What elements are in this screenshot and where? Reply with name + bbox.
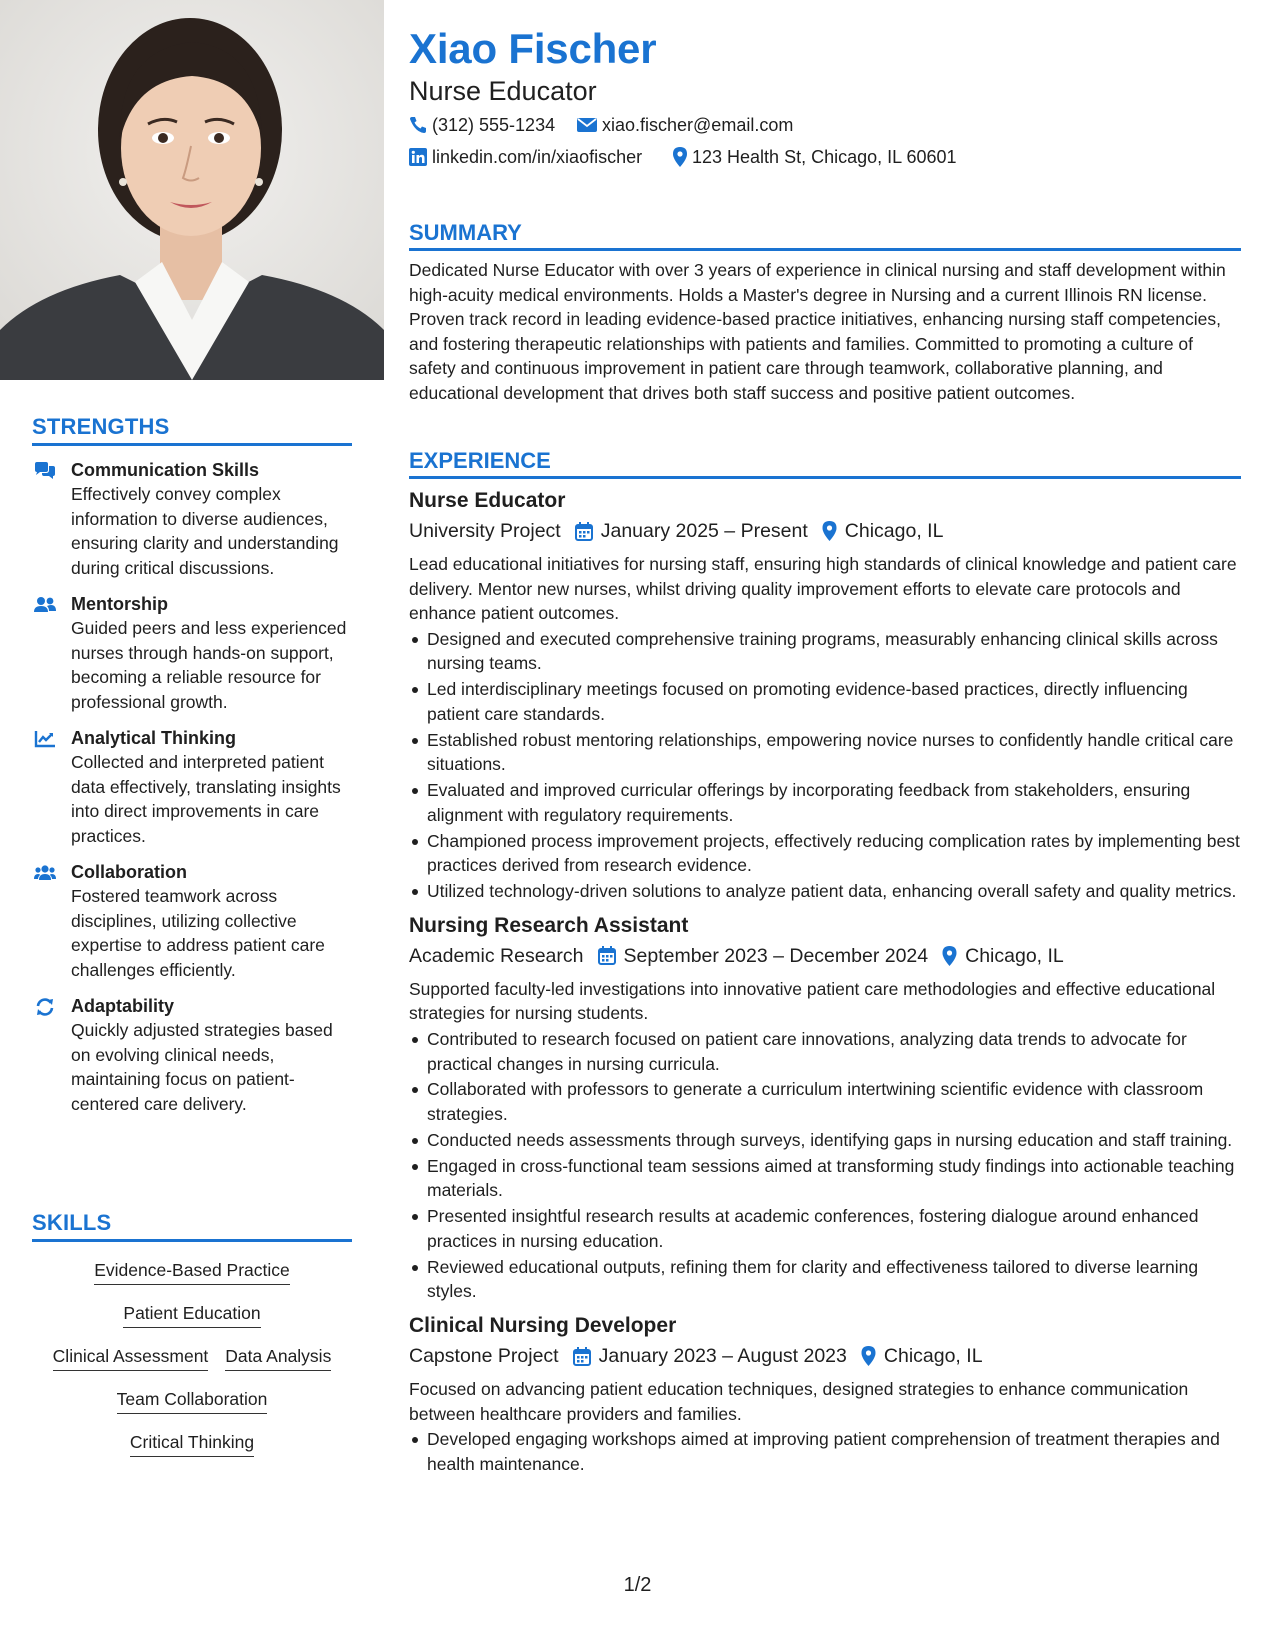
map-pin-icon xyxy=(822,521,837,541)
skill-tag: Patient Education xyxy=(123,1301,260,1328)
phone-text: (312) 555-1234 xyxy=(432,115,556,135)
job-entry xyxy=(409,487,1241,904)
summary-text: Dedicated Nurse Educator with over 3 years of experience in clinical nursing and staff development within high-acuity medical environments. Holds a Master's degree in Nursing and a current Illinois RN license. Proven track record in leading evidence-based practice initiatives, enhancing nursing staff competencies, and fostering therapeutic relationships with patients and families. Committed to promoting a culture of safety and continuous improvement in patient care through teamwork, collaborative planning, and educational development that drives both staff success and positive patient outcomes. xyxy=(409,260,1226,403)
skill-tag: Data Analysis xyxy=(225,1344,331,1371)
job-role: Nursing Research Assistant xyxy=(409,913,689,937)
skill-row xyxy=(32,1430,352,1457)
strengths-heading: STRENGTHS xyxy=(32,414,352,446)
experience-section xyxy=(409,448,1241,1478)
job-location: Chicago, IL xyxy=(844,520,944,542)
calendar-icon xyxy=(598,946,616,965)
skill-tag: Clinical Assessment xyxy=(53,1344,209,1371)
email-link[interactable]: xiao.fischer@email.com xyxy=(602,115,794,135)
job-org: University Project xyxy=(409,520,561,542)
job-dates: September 2023 – December 2024 xyxy=(623,944,929,967)
portrait-illustration xyxy=(0,0,384,380)
list-item: Established robust mentoring relationships, empowering novice nurses to confidently handle critical care situations. xyxy=(409,728,1241,777)
page-number: 1/2 xyxy=(623,1574,652,1596)
profile-photo xyxy=(0,0,384,380)
list-item: Contributed to research focused on patient care innovations, analyzing data trends to advocate for practical changes in nursing curricula. xyxy=(409,1027,1241,1076)
skill-tag: Team Collaboration xyxy=(117,1387,268,1414)
strength-item xyxy=(32,726,352,848)
contact-phone xyxy=(409,113,555,137)
strength-title: Communication Skills xyxy=(71,460,260,480)
skill-row xyxy=(32,1344,352,1371)
phone-icon xyxy=(409,116,427,134)
job-location: Chicago, IL xyxy=(883,1345,983,1367)
strength-title: Analytical Thinking xyxy=(71,728,237,748)
strength-title: Collaboration xyxy=(71,862,187,882)
list-item: Championed process improvement projects, effectively reducing complication rates by implementing best practices derived from research evidence. xyxy=(409,829,1241,878)
contact-linkedin[interactable] xyxy=(409,145,642,169)
strength-item xyxy=(32,860,352,982)
linkedin-link[interactable]: linkedin.com/in/xiaofischer xyxy=(432,147,643,167)
experience-heading: EXPERIENCE xyxy=(409,448,1241,479)
skill-row xyxy=(32,1387,352,1414)
skill-tag: Critical Thinking xyxy=(130,1430,254,1457)
job-entry xyxy=(409,912,1241,1304)
skills-list xyxy=(32,1258,352,1457)
users-icon xyxy=(34,596,56,614)
strength-title: Adaptability xyxy=(71,996,175,1016)
list-item: Conducted needs assessments through surveys, identifying gaps in nursing education and staff training. xyxy=(409,1128,1241,1153)
sidebar xyxy=(0,0,384,1650)
job-role: Nurse Educator xyxy=(409,489,566,512)
candidate-title: Nurse Educator xyxy=(409,76,597,106)
job-dates: January 2025 – Present xyxy=(600,520,808,542)
job-entry xyxy=(409,1312,1241,1476)
job-meta xyxy=(409,942,1241,970)
map-pin-icon xyxy=(942,946,957,966)
job-org: Academic Research xyxy=(409,944,584,967)
strength-desc: Guided peers and less experienced nurses through hands-on support, becoming a reliable resource for professional growth. xyxy=(71,618,347,712)
job-bullets xyxy=(409,1427,1241,1476)
address-text: 123 Health St, Chicago, IL 60601 xyxy=(692,147,957,167)
group-icon xyxy=(34,864,56,882)
map-pin-icon xyxy=(861,1346,876,1366)
job-bullets xyxy=(409,627,1241,904)
skill-tag: Evidence-Based Practice xyxy=(94,1258,290,1285)
envelope-icon xyxy=(577,117,597,133)
skills-heading: SKILLS xyxy=(32,1210,352,1242)
calendar-icon xyxy=(573,1347,591,1366)
list-item: Utilized technology-driven solutions to analyze patient data, enhancing overall safety and quality metrics. xyxy=(409,879,1241,904)
job-dates: January 2023 – August 2023 xyxy=(598,1345,847,1367)
job-description: Lead educational initiatives for nursing staff, ensuring high standards of clinical knowledge and patient care delivery. Mentor new nurses, whilst driving quality improvement efforts to elevate care protocols and enhance patient outcomes. xyxy=(409,554,1237,624)
contact-email[interactable] xyxy=(577,113,793,137)
job-role: Clinical Nursing Developer xyxy=(409,1314,677,1337)
summary-section xyxy=(409,220,1241,406)
job-bullets xyxy=(409,1027,1241,1304)
contact-address xyxy=(673,145,957,169)
skills-section xyxy=(32,1210,352,1473)
calendar-icon xyxy=(575,522,593,541)
strength-item xyxy=(32,994,352,1116)
map-pin-icon xyxy=(673,147,687,167)
strength-item xyxy=(32,458,352,580)
skill-row xyxy=(32,1301,352,1328)
list-item: Designed and executed comprehensive training programs, measurably enhancing clinical skills across nursing teams. xyxy=(409,627,1241,676)
strength-desc: Quickly adjusted strategies based on evolving clinical needs, maintaining focus on patient-centered care delivery. xyxy=(71,1020,333,1114)
linkedin-icon xyxy=(409,148,427,166)
list-item: Reviewed educational outputs, refining them for clarity and effectiveness tailored to diverse learning styles. xyxy=(409,1255,1241,1304)
job-org: Capstone Project xyxy=(409,1345,559,1367)
job-description: Supported faculty-led investigations into innovative patient care methodologies and effective educational strategies for nursing students. xyxy=(409,978,1216,1024)
job-meta xyxy=(409,1342,1241,1370)
strength-desc: Collected and interpreted patient data effectively, translating insights into direct improvements in care practices. xyxy=(71,752,341,846)
refresh-icon xyxy=(34,998,56,1016)
job-description: Focused on advancing patient education techniques, designed strategies to enhance communication between healthcare providers and families. xyxy=(409,1379,1189,1424)
strength-item xyxy=(32,592,352,714)
skill-row xyxy=(32,1258,352,1285)
list-item: Led interdisciplinary meetings focused on promoting evidence-based practices, directly influencing patient care standards. xyxy=(409,677,1241,726)
candidate-name: Xiao Fischer xyxy=(409,25,657,72)
strength-desc: Fostered teamwork across disciplines, utilizing collective expertise to address patient care challenges efficiently. xyxy=(71,886,325,980)
list-item: Engaged in cross-functional team sessions aimed at transforming study findings into actionable teaching materials. xyxy=(409,1154,1241,1203)
list-item: Developed engaging workshops aimed at improving patient comprehension of treatment therapies and health maintenance. xyxy=(409,1427,1241,1476)
chart-line-icon xyxy=(34,730,56,748)
strength-title: Mentorship xyxy=(71,594,168,614)
strength-desc: Effectively convey complex information to diverse audiences, ensuring clarity and understanding during critical discussions. xyxy=(71,484,339,578)
list-item: Collaborated with professors to generate a curriculum intertwining scientific evidence with classroom strategies. xyxy=(409,1077,1241,1126)
list-item: Presented insightful research results at academic conferences, fostering dialogue around enhanced practices in nursing education. xyxy=(409,1204,1241,1253)
job-meta xyxy=(409,517,1241,545)
job-location: Chicago, IL xyxy=(965,944,1064,967)
summary-heading: SUMMARY xyxy=(409,220,1241,251)
list-item: Evaluated and improved curricular offerings by incorporating feedback from stakeholders, ensuring alignment with regulatory requirements. xyxy=(409,778,1241,827)
chat-bubbles-icon xyxy=(34,462,56,480)
strengths-section xyxy=(32,414,352,1116)
